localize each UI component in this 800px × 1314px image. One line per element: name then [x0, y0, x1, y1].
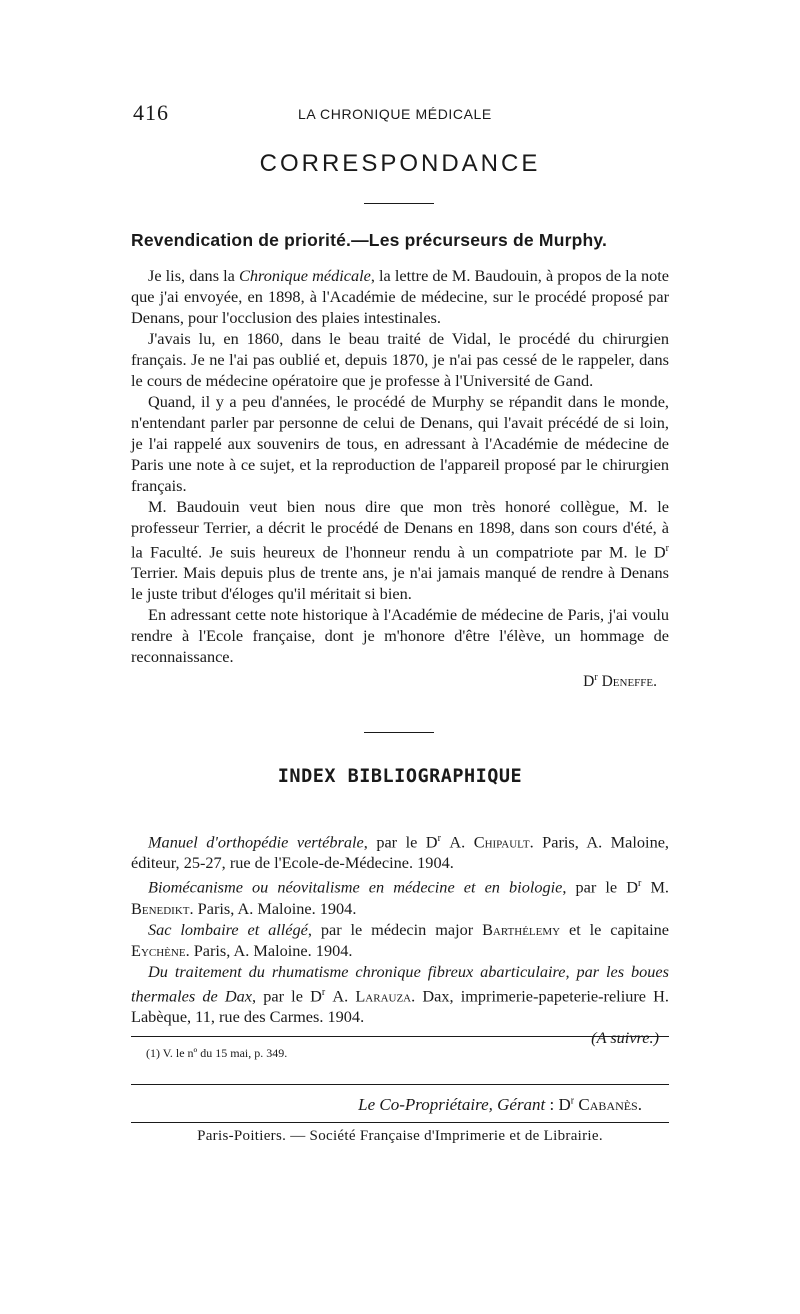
bibliography-entry: Sac lombaire et allégé, par le médecin major Barthélemy et le capitaine Eychène. Paris, A. Maloine. 1904.	[131, 919, 670, 960]
printer-imprint: Paris-Poitiers. — Société Française d'Imprimerie et de Librairie.	[197, 1128, 603, 1144]
paragraph: J'avais lu, en 1860, dans le beau traité de Vidal, le procédé du chirurgien français. Je ne l'ai pas oublié et, depuis 1870, je n'ai pas cessé de le rappeler, dans le cours de médecine opératoire que je professe à l'Université de Gand.	[131, 329, 669, 390]
index-title: INDEX BIBLIOGRAPHIQUE	[277, 766, 523, 787]
bibliography-entry: Du traitement du rhumatisme chronique fibreux abarticulaire, par les boues thermales de Dax, par le $D^r$ A. Larauza. Dax, imprimerie-papeterie-reliure H. Labèque, 11, rue des Carmes. 1904.	[131, 961, 670, 1027]
footnote: (1) V. le nº du 15 mai, p. 349.	[146, 1046, 288, 1060]
page-number: 416	[133, 100, 169, 125]
bibliography-entry: Manuel d'orthopédie vertébrale, par le $D^r$ A. Chipault. Paris, A. Maloine, éditeur, 25-27, rue de l'Ecole-de-Médecine. 1904.	[131, 832, 670, 873]
paragraph: Je lis, dans la Chronique médicale, la lettre de M. Baudouin, à propos de la note que j'ai envoyée, en 1898, à l'Académie de médecine, sur le procédé proposé par Denans, pour l'occlusion des plaies intestinales.	[131, 266, 670, 327]
section-title: CORRESPONDANCE	[259, 150, 541, 177]
footnote-rule	[131, 1036, 669, 1037]
gerant-line: Le Co-Propriétaire, Gérant : $D^r$ Cabanès.	[358, 1095, 642, 1114]
signature: $D^r$ Deneffe.	[583, 672, 657, 691]
paragraph: M. Baudouin veut bien nous dire que mon très honoré collègue, M. le professeur Terrier, a décrit le procédé de Denans en 1898, dans son cours d'été, à la Faculté. Je suis heureux de l'honneur rendu à un compatriote par M. le $D^r$ Terrier. Mais depuis plus de trente ans, je n'ai jamais manqué de rendre à Denans le juste tribut d'éloges qu'il méritait si bien.	[131, 497, 669, 604]
bibliography-entry: Biomécanisme ou néovitalisme en médecine et en biologie, par le $D^r$ M. Benedikt. Paris, A. Maloine. 1904.	[131, 877, 669, 918]
footer-rule-bottom	[131, 1122, 669, 1123]
article-heading: Revendication de priorité.—Les précurseurs de Murphy.	[131, 230, 608, 250]
footer-rule-top	[131, 1084, 669, 1085]
paragraph: Quand, il y a peu d'années, le procédé de Murphy se répandit dans le monde, n'entendant parler par personne de celui de Denans, qui l'avait précédé de si loin, je l'ai rappelé aux souvenirs de tous, en adressant à l'Académie de médecine de Paris une note à ce sujet, et la reproduction de l'appareil proposé par le chirurgien français.	[131, 392, 669, 495]
section-divider	[364, 732, 434, 733]
article-body	[131, 265, 669, 693]
continued-note: (A suivre.)	[591, 1028, 659, 1048]
running-head	[133, 100, 668, 126]
paragraph: En adressant cette note historique à l'Académie de médecine de Paris, j'ai voulu rendre à l'Ecole française, dont je m'honore d'être l'élève, un hommage de reconnaissance.	[131, 605, 669, 667]
journal-title: LA CHRONIQUE MÉDICALE	[298, 106, 492, 122]
title-rule	[364, 203, 434, 204]
bibliography-list	[131, 828, 669, 1048]
